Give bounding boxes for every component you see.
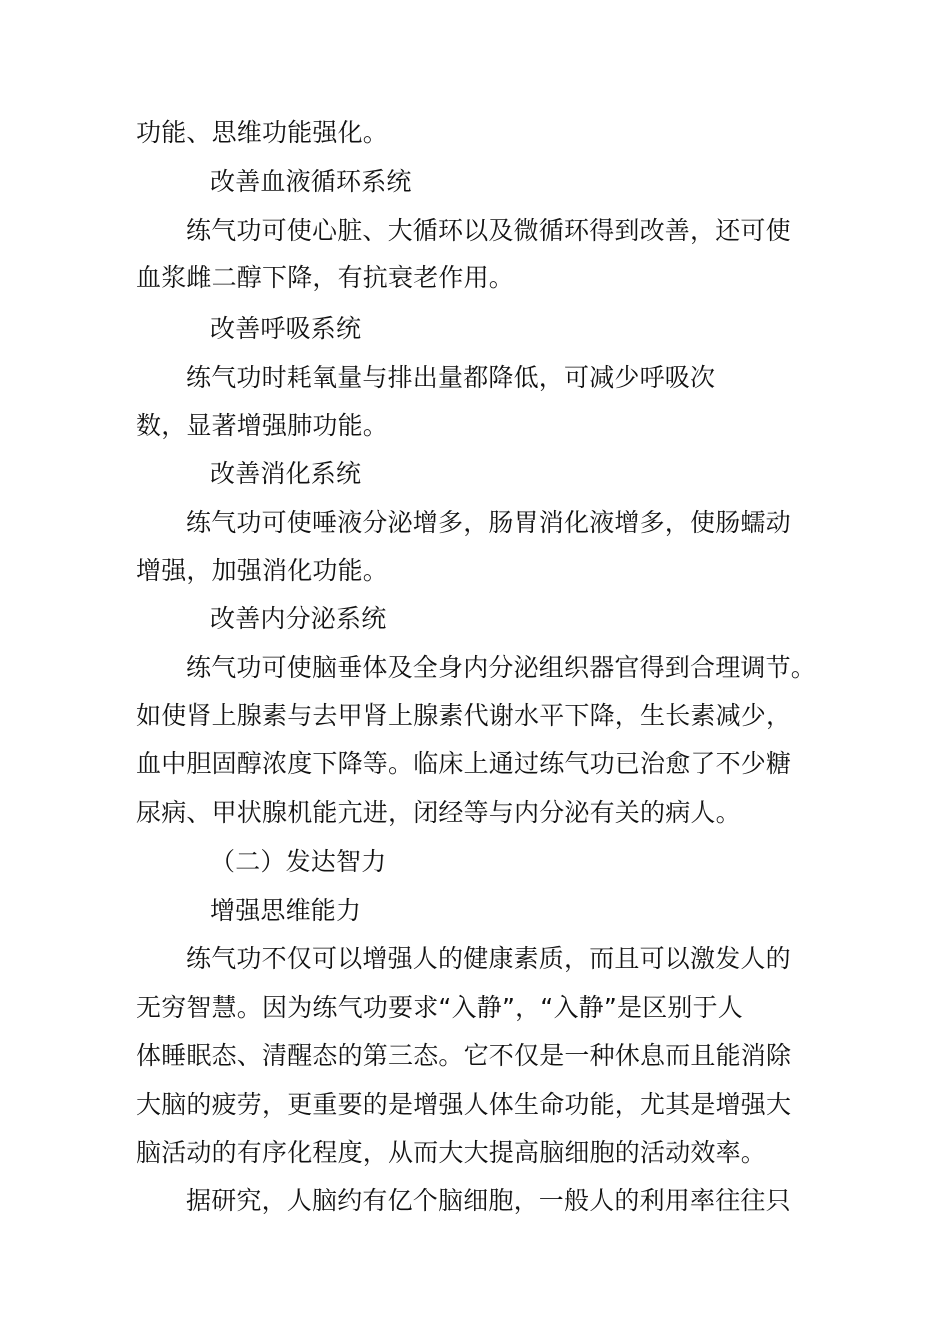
body-text-line: 大脑的疲劳，更重要的是增强人体生命功能，尤其是增强大 <box>136 1090 792 1119</box>
section-heading: 改善内分泌系统 <box>210 604 387 633</box>
body-text-line: 体睡眠态、清醒态的第三态。它不仅是一种休息而且能消除 <box>136 1041 792 1070</box>
body-text-line: 增强，加强消化功能。 <box>136 556 389 585</box>
section-heading: 改善消化系统 <box>210 459 362 488</box>
section-heading: 改善血液循环系统 <box>210 167 412 196</box>
body-text-line: 如使肾上腺素与去甲肾上腺素代谢水平下降，生长素减少， <box>136 701 792 730</box>
body-text-line: 尿病、甲状腺机能亢进，闭经等与内分泌有关的病人。 <box>136 798 741 827</box>
body-text-line: 无穷智慧。因为练气功要求“入静”，“入静”是区别于人 <box>136 993 744 1022</box>
body-text-line: 血浆雌二醇下降，有抗衰老作用。 <box>136 263 515 292</box>
body-text-line: 练气功可使心脏、大循环以及微循环得到改善，还可使 <box>186 216 791 245</box>
body-text-line: 练气功可使唾液分泌增多，肠胃消化液增多，使肠蠕动 <box>186 508 791 537</box>
section-heading: （二）发达智力 <box>210 847 387 876</box>
section-heading: 改善呼吸系统 <box>210 314 362 343</box>
body-text-line: 练气功可使脑垂体及全身内分泌组织器官得到合理调节。 <box>186 653 817 682</box>
body-text-line: 功能、思维功能强化。 <box>136 118 389 147</box>
body-text-line: 练气功时耗氧量与排出量都降低，可减少呼吸次 <box>186 363 716 392</box>
body-text-line: 据研究，人脑约有亿个脑细胞，一般人的利用率往往只 <box>186 1186 791 1215</box>
body-text-line: 数，显著增强肺功能。 <box>136 411 389 440</box>
body-text-line: 血中胆固醇浓度下降等。临床上通过练气功已治愈了不少糖 <box>136 749 792 778</box>
body-text-line: 练气功不仅可以增强人的健康素质，而且可以激发人的 <box>186 944 791 973</box>
body-text-line: 脑活动的有序化程度，从而大大提高脑细胞的活动效率。 <box>136 1138 767 1167</box>
section-heading: 增强思维能力 <box>210 896 362 925</box>
